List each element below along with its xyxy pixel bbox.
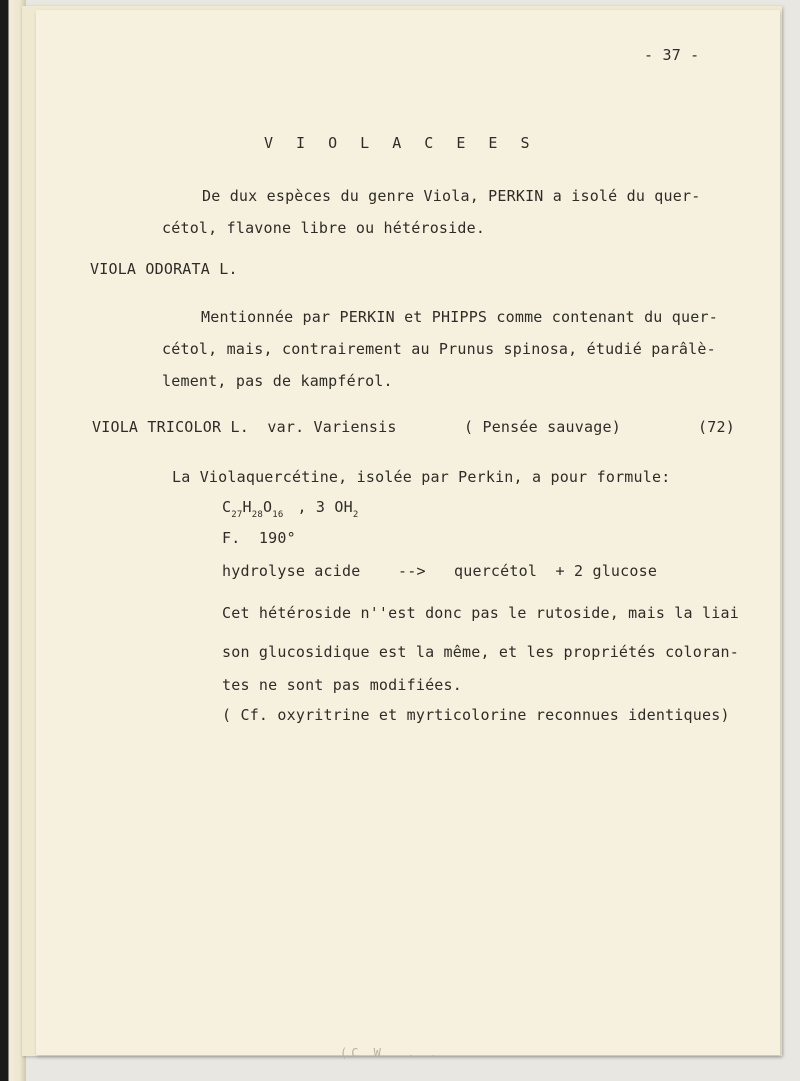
formula-c-subscript: 27: [231, 510, 243, 520]
odorata-line-1: Mentionnée par PERKIN et PHIPPS comme contenant du quer-: [201, 308, 718, 326]
conclusion-line-4: ( Cf. oxyritrine et myrticolorine reconnues identiques): [222, 706, 730, 724]
section-title: V I O L A C E E S: [264, 134, 537, 152]
melting-point: F. 190°: [222, 529, 296, 547]
hydrolysis-reagent: hydrolyse acide: [222, 562, 361, 580]
hydrolysis-products: quercétol + 2 glucose: [454, 562, 658, 580]
conclusion-line-1: Cet hétéroside n''est donc pas le rutoside, mais la liai: [222, 604, 739, 622]
formula-c: C: [222, 498, 232, 516]
molecular-formula: [222, 498, 358, 519]
heading-viola-odorata: VIOLA ODORATA L.: [90, 260, 238, 278]
odorata-line-2: cétol, mais, contrairement au Prunus spinosa, étudié parâlè-: [162, 340, 716, 358]
violaquercetine-line: La Violaquercétine, isolée par Perkin, a pour formule:: [172, 468, 671, 486]
odorata-line-3: lement, pas de kampférol.: [162, 372, 393, 390]
formula-o: O: [262, 498, 273, 516]
formula-o-subscript: 16: [272, 510, 284, 520]
formula-water: , 3 OH: [297, 498, 353, 516]
conclusion-line-3: tes ne sont pas modifiées.: [222, 676, 462, 694]
tricolor-common-name: ( Pensée sauvage): [464, 418, 621, 436]
formula-water-subscript: 2: [352, 510, 359, 520]
page-number: - 37 -: [644, 46, 700, 64]
intro-line-1: De dux espèces du genre Viola, PERKIN a isolé du quer-: [202, 187, 701, 205]
intro-line-2: cétol, flavone libre ou hétéroside.: [162, 219, 486, 237]
bottom-bleed-mark: (C W . .: [340, 1046, 442, 1060]
formula-h-subscript: 28: [251, 510, 263, 520]
conclusion-line-2: son glucosidique est la même, et les propriétés coloran-: [222, 643, 739, 661]
hydrolysis-arrow: -->: [398, 562, 426, 580]
formula-h: H: [242, 498, 252, 516]
document-page: [36, 10, 780, 1060]
reference-number: (72): [698, 418, 735, 436]
heading-viola-tricolor: VIOLA TRICOLOR L. var. Variensis: [92, 418, 397, 436]
